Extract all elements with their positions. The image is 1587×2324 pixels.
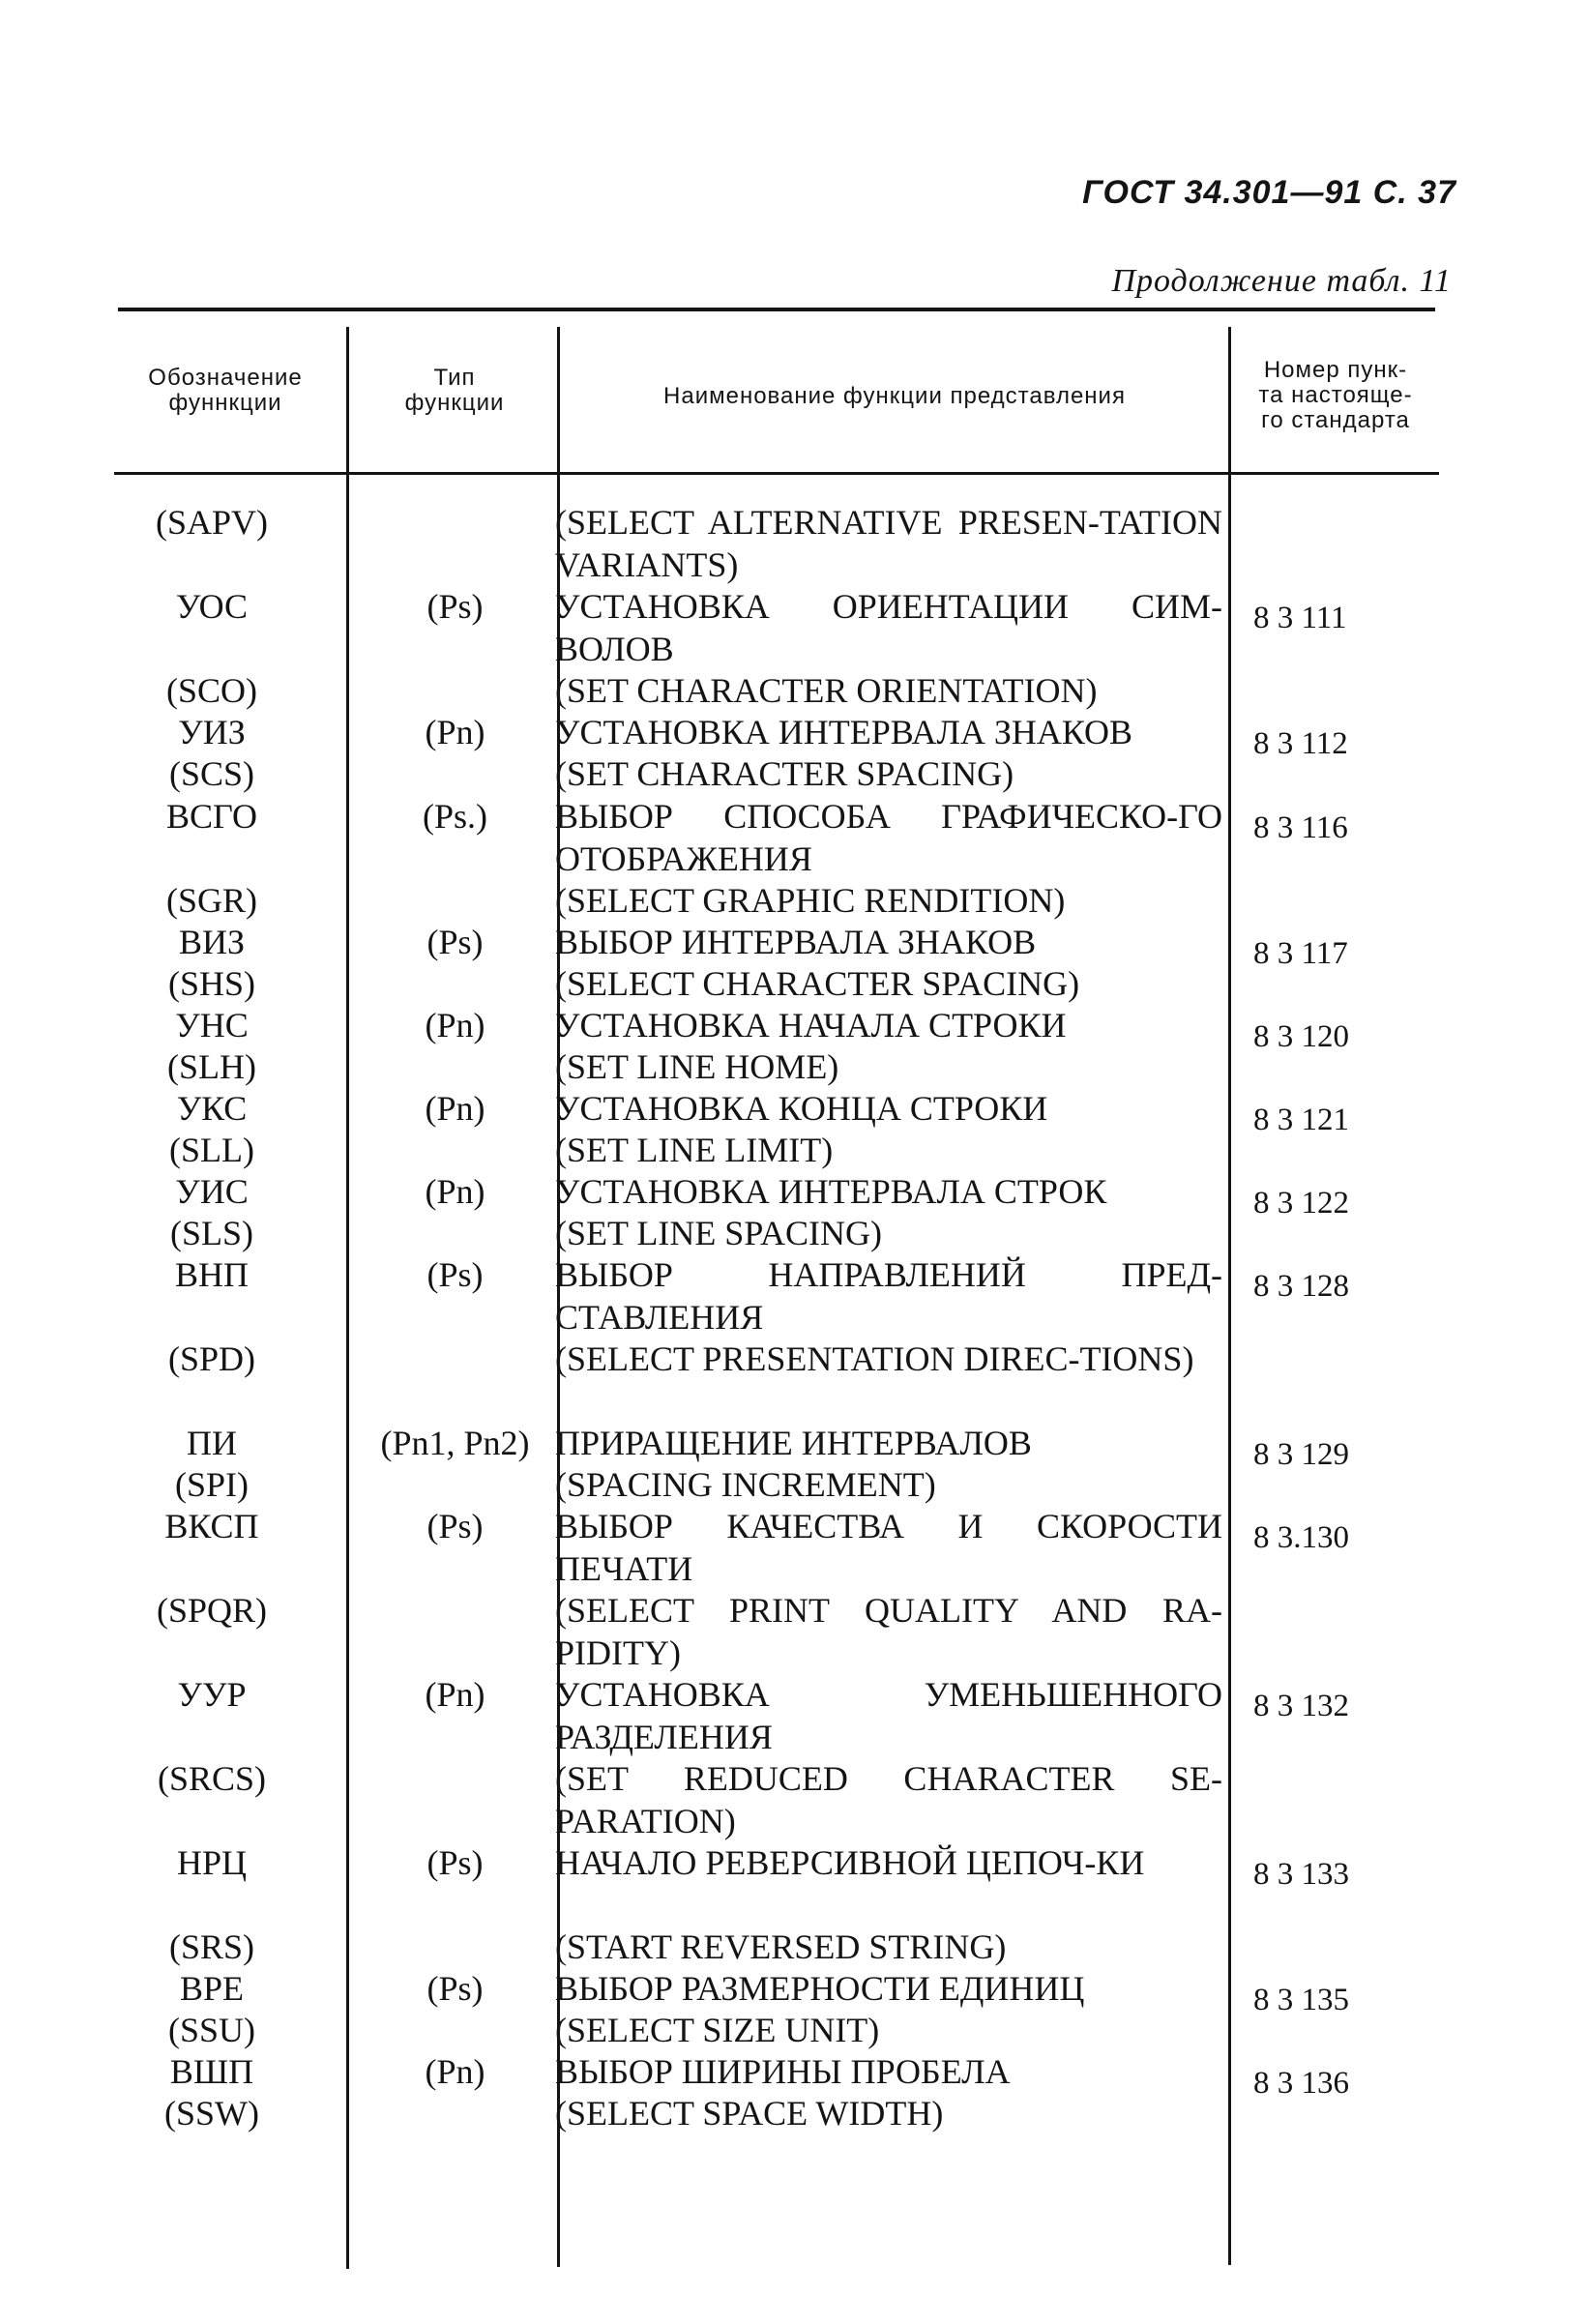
function-name: (SELECT CHARACTER SPACING): [555, 964, 1080, 1003]
function-code: (SPQR): [156, 1591, 268, 1630]
function-code: (SSU): [167, 2011, 256, 2049]
function-name: (SELECT ALTERNATIVE PRESEN-TATION VARIANTS): [555, 503, 1222, 584]
function-code: ВКСП: [164, 1507, 259, 1545]
function-code: (SCS): [168, 754, 255, 793]
function-code: ВСГО: [166, 797, 257, 836]
function-type: (Ps.): [422, 797, 487, 836]
function-type: (Ps): [426, 1843, 484, 1882]
header-clause-number-line-1: Номер пунк-: [1263, 357, 1408, 383]
function-name: (SELECT SIZE UNIT): [555, 2011, 880, 2049]
function-type: (Pn): [425, 2052, 485, 2091]
function-code: (SPI): [174, 1465, 249, 1504]
function-type: (Pn1, Pn2): [380, 1424, 530, 1462]
clause-number: 8 3 136: [1253, 2066, 1349, 2101]
header-function-type: [358, 366, 551, 416]
column-divider-3: [1228, 327, 1231, 2265]
function-name: ВЫБОР РАЗМЕРНОСТИ ЕДИНИЦ: [555, 1969, 1085, 2008]
function-code: УУР: [177, 1675, 247, 1714]
clause-number: 8 3 133: [1253, 1857, 1349, 1892]
function-code: (SGR): [165, 881, 257, 920]
header-function-code-line-1: Обозначение: [148, 365, 303, 391]
function-type: (Ps): [426, 923, 484, 961]
function-name: НАЧАЛО РЕВЕРСИВНОЙ ЦЕПОЧ-КИ: [555, 1843, 1145, 1882]
function-type: (Pn): [425, 1006, 485, 1044]
function-name: (START REVERSED STRING): [555, 1927, 1007, 1966]
clause-number: 8 3 120: [1253, 1019, 1349, 1054]
table-continuation-note: Продолжение табл. 11: [1111, 263, 1452, 299]
function-code: ВРЕ: [179, 1969, 245, 2008]
clause-number: 8 3 135: [1253, 1983, 1349, 2017]
function-name: (SET REDUCED CHARACTER SE-PARATION): [555, 1759, 1222, 1840]
function-code: УОС: [175, 587, 249, 626]
function-name: УСТАНОВКА ИНТЕРВАЛА СТРОК: [555, 1172, 1107, 1211]
function-name: (SET LINE HOME): [555, 1047, 839, 1086]
function-code: ВНП: [174, 1255, 249, 1294]
function-code: (SLH): [167, 1047, 256, 1086]
function-code: ВШП: [169, 2052, 254, 2091]
function-code: (SRCS): [157, 1759, 267, 1798]
header-function-name: [571, 384, 1219, 409]
header-clause-number-line-2: та настояще-: [1258, 382, 1413, 408]
function-name: (SET LINE LIMIT): [555, 1131, 834, 1169]
function-code: (SSW): [164, 2094, 259, 2133]
function-type: (Pn): [425, 713, 485, 751]
function-code: УНС: [175, 1006, 249, 1044]
header-function-type-line-2: функции: [404, 390, 505, 416]
function-name: ВЫБОР ИНТЕРВАЛА ЗНАКОВ: [555, 923, 1037, 961]
function-name: (SPACING INCREMENT): [555, 1465, 936, 1504]
clause-number: 8 3 112: [1253, 726, 1348, 761]
function-code: НРЦ: [176, 1843, 248, 1882]
function-code: (SHS): [167, 964, 256, 1003]
function-name: УСТАНОВКА УМЕНЬШЕННОГО РАЗДЕЛЕНИЯ: [555, 1675, 1222, 1756]
function-code: (SCO): [165, 671, 257, 710]
function-type: (Ps): [426, 1507, 484, 1545]
function-code: (SLS): [169, 1214, 253, 1252]
header-function-code: [114, 366, 337, 416]
page-header: ГОСТ 34.301—91 С. 37: [1082, 174, 1456, 211]
header-clause-number: [1234, 358, 1437, 433]
clause-number: 8 3 128: [1253, 1269, 1349, 1304]
function-name: (SET CHARACTER SPACING): [555, 754, 1014, 793]
function-code: (SLL): [169, 1131, 254, 1169]
clause-number: 8 3 121: [1253, 1103, 1349, 1137]
header-function-name-line-1: Наименование функции представления: [663, 383, 1126, 409]
function-name: ВЫБОР СПОСОБА ГРАФИЧЕСКО-ГО ОТОБРАЖЕНИЯ: [555, 797, 1222, 878]
header-function-type-line-1: Тип: [433, 365, 476, 391]
function-code: (SRS): [168, 1927, 255, 1966]
function-code: УИЗ: [178, 713, 246, 751]
function-code: ВИЗ: [178, 923, 246, 961]
function-type: (Ps): [426, 1969, 484, 2008]
function-code: УИС: [175, 1172, 249, 1211]
function-type: (Pn): [425, 1089, 485, 1128]
function-type: (Pn): [425, 1172, 485, 1211]
function-name: УСТАНОВКА ИНТЕРВАЛА ЗНАКОВ: [555, 713, 1133, 751]
function-name: ПРИРАЩЕНИЕ ИНТЕРВАЛОВ: [555, 1424, 1032, 1462]
function-type: (Pn): [425, 1675, 485, 1714]
clause-number: 8 3 132: [1253, 1689, 1349, 1723]
function-code: (SAPV): [155, 503, 268, 542]
function-code: ПИ: [187, 1424, 237, 1462]
function-type: (Ps): [426, 1255, 484, 1294]
header-function-code-line-2: фуннкции: [168, 390, 282, 416]
clause-number: 8 3 129: [1253, 1437, 1349, 1472]
function-name: ВЫБОР КАЧЕСТВА И СКОРОСТИ ПЕЧАТИ: [555, 1507, 1222, 1588]
function-name: УСТАНОВКА НАЧАЛА СТРОКИ: [555, 1006, 1067, 1044]
function-name: УСТАНОВКА КОНЦА СТРОКИ: [555, 1089, 1048, 1128]
function-name: ВЫБОР НАПРАВЛЕНИЙ ПРЕД-СТАВЛЕНИЯ: [555, 1255, 1222, 1337]
function-name: (SELECT SPACE WIDTH): [555, 2094, 944, 2133]
function-name: (SET CHARACTER ORIENTATION): [555, 671, 1098, 710]
function-name: ВЫБОР ШИРИНЫ ПРОБЕЛА: [555, 2052, 1011, 2091]
function-code: УКС: [176, 1089, 248, 1128]
function-name: (SELECT GRAPHIC RENDITION): [555, 881, 1066, 920]
function-name: (SELECT PRESENTATION DIREC-TIONS): [555, 1339, 1194, 1378]
table-top-rule: [118, 308, 1435, 311]
function-name: (SELECT PRINT QUALITY AND RA-PIDITY): [555, 1591, 1222, 1672]
clause-number: 8 3 111: [1253, 601, 1347, 635]
clause-number: 8 3 117: [1253, 936, 1348, 971]
header-clause-number-line-3: го стандарта: [1261, 407, 1410, 433]
function-type: (Ps): [426, 587, 484, 626]
function-name: (SET LINE SPACING): [555, 1214, 883, 1252]
clause-number: 8 3 122: [1253, 1186, 1349, 1221]
table-header-rule: [114, 472, 1439, 475]
function-name: УСТАНОВКА ОРИЕНТАЦИИ СИМ-ВОЛОВ: [555, 587, 1222, 668]
clause-number: 8 3 116: [1253, 810, 1348, 845]
function-code: (SPD): [167, 1339, 256, 1378]
clause-number: 8 3.130: [1253, 1520, 1349, 1555]
